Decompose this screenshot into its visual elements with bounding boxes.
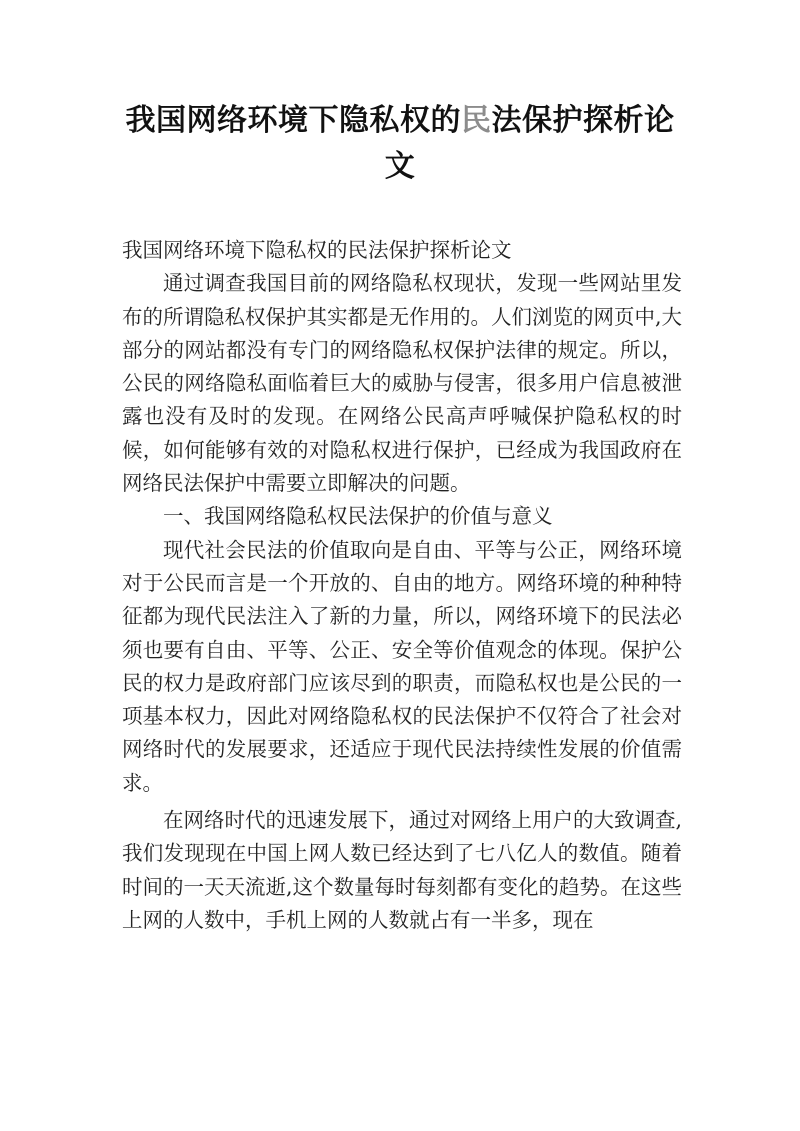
body-paragraph: 在网络时代的迅速发展下，通过对网络上用户的大致调查,我们发现现在中国上网人数已经达到了七八亿人的数值。随着时间的一天天流逝,这个数量每时每刻都有变化的趋势。在这些上网的人数中，手机上网的人数就占有一半多，现在	[122, 808, 683, 932]
title-highlighted-char: 民	[461, 103, 492, 138]
section-heading: 一、我国网络隐私权民法保护的价值与意义	[163, 504, 553, 529]
document-body	[122, 234, 682, 937]
body-paragraph: 通过调查我国目前的网络隐私权现状，发现一些网站里发布的所谓隐私权保护其实都是无作用的。人们浏览的网页中,大部分的网站都没有专门的网络隐私权保护法律的规定。所以，公民的网络隐私面临着巨大的威胁与侵害，很多用户信息被泄露也没有及时的发现。在网络公民高声呼喊保护隐私权的时候，如何能够有效的对隐私权进行保护，已经成为我国政府在网络民法保护中需要立即解决的问题。	[122, 271, 683, 496]
title-text-part2: 法保护探析论文	[384, 103, 675, 184]
subtitle-paragraph: 我国网络环境下隐私权的民法保护探析论文	[122, 238, 512, 262]
title-text-part1: 我国网络环境下隐私权的	[125, 103, 461, 138]
document-title	[120, 98, 680, 190]
body-paragraph: 现代社会民法的价值取向是自由、平等与公正，网络环境对于公民而言是一个开放的、自由的地方。网络环境的种种特征都为现代民法注入了新的力量，所以，网络环境下的民法必须也要有自由、平等、公正、安全等价值观念的体现。保护公民的权力是政府部门应该尽到的职责，而隐私权也是公民的一项基本权力，因此对网络隐私权的民法保护不仅符合了社会对网络时代的发展要求，还适应于现代民法持续性发展的价值需求。	[122, 537, 682, 795]
